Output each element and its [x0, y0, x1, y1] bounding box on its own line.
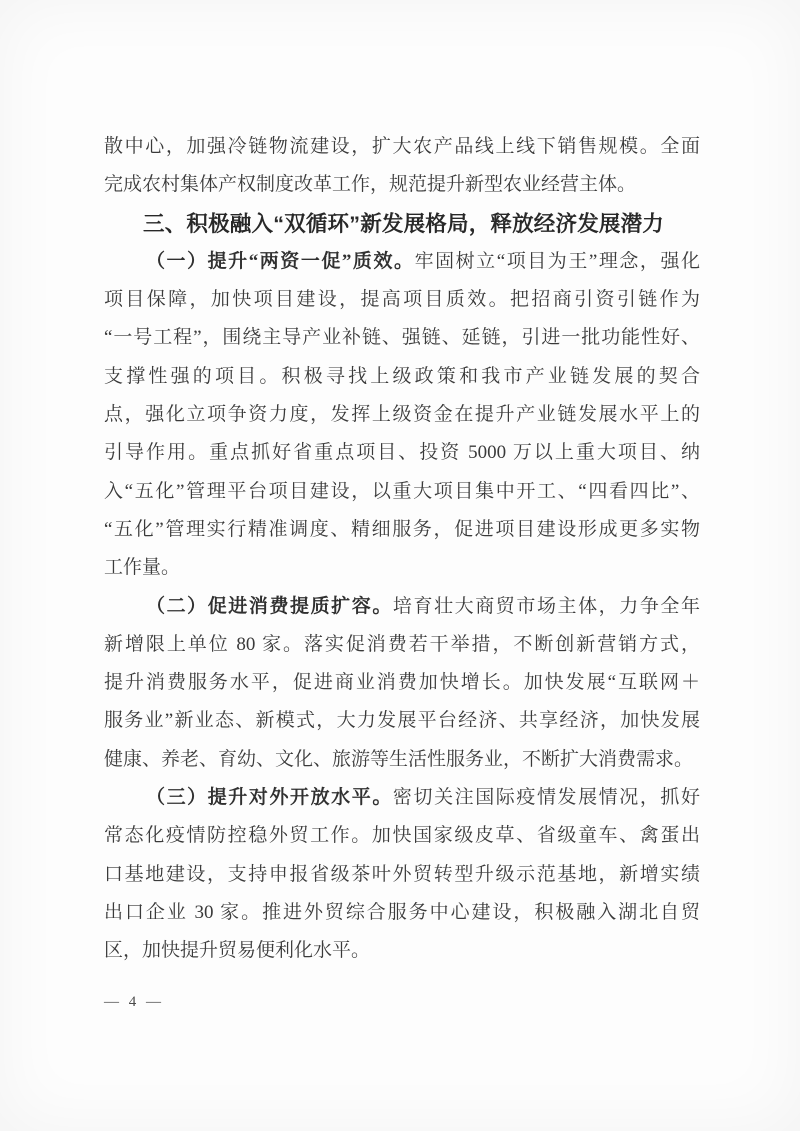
- body-line: “一号工程”，围绕主导产业补链、强链、延链，引进一批功能性好、: [104, 327, 700, 349]
- paragraph-first-line: [104, 588, 700, 626]
- body-line: 提升消费服务水平，促进商业消费加快增长。加快发展“互联网＋: [104, 672, 700, 694]
- body-line: 出口企业 30 家。推进外贸综合服务中心建设，积极融入湖北自贸: [104, 901, 700, 923]
- body-line: 点，强化立项争资力度，发挥上级资金在提升产业链发展水平上的: [104, 404, 700, 426]
- body-line: 支撑性强的项目。积极寻找上级政策和我市产业链发展的契合: [104, 365, 700, 387]
- paragraph-lead: （三）提升对外开放水平。: [146, 787, 393, 809]
- page-number: — 4 —: [104, 994, 164, 1010]
- paragraph-lead-rest: 密切关注国际疫情发展情况，抓好: [392, 787, 700, 809]
- body-line: 常态化疫情防控稳外贸工作。加快国家级皮草、省级童车、禽蛋出: [104, 825, 700, 847]
- paragraph-last-line: 工作量。: [104, 557, 181, 579]
- body-line: 项目保障，加快项目建设，提高项目质效。把招商引资引链作为: [104, 289, 700, 311]
- paragraph-lead-rest: 牢固树立“项目为王”理念，强化: [414, 250, 700, 272]
- paragraph-first-line: [104, 779, 700, 817]
- paragraph-lead-rest: 培育壮大商贸市场主体，力争全年: [392, 595, 700, 617]
- paragraph-first-line: [104, 243, 700, 281]
- paragraph-last-line: 区，加快提升贸易便利化水平。: [104, 940, 371, 962]
- body-line: 引导作用。重点抓好省重点项目、投资 5000 万以上重大项目、纳: [104, 442, 700, 464]
- body-line: 完成农村集体产权制度改革工作，规范提升新型农业经营主体。: [104, 174, 637, 196]
- body-line: 新增限上单位 80 家。落实促消费若干举措，不断创新营销方式，: [104, 633, 700, 655]
- paragraph-lead: （一）提升“两资一促”质效。: [146, 250, 415, 272]
- document-text-block: [104, 128, 700, 971]
- section-heading: 三、积极融入“双循环”新发展格局，释放经济发展潜力: [143, 211, 665, 236]
- body-line: 散中心，加强冷链物流建设，扩大农产品线上线下销售规模。全面: [104, 136, 700, 157]
- body-line: 口基地建设，支持申报省级茶叶外贸转型升级示范基地，新增实绩: [104, 863, 700, 885]
- body-line: 服务业”新业态、新模式，大力发展平台经济、共享经济，加快发展: [104, 710, 700, 732]
- body-line: 入“五化”管理平台项目建设，以重大项目集中开工、“四看四比”、: [104, 480, 700, 502]
- paragraph-lead: （二）促进消费提质扩容。: [146, 595, 393, 617]
- paragraph-last-line: 健康、养老、育幼、文化、旅游等生活性服务业，不断扩大消费需求。: [104, 748, 694, 770]
- body-line: “五化”管理实行精准调度、精细服务，促进项目建设形成更多实物: [104, 518, 700, 540]
